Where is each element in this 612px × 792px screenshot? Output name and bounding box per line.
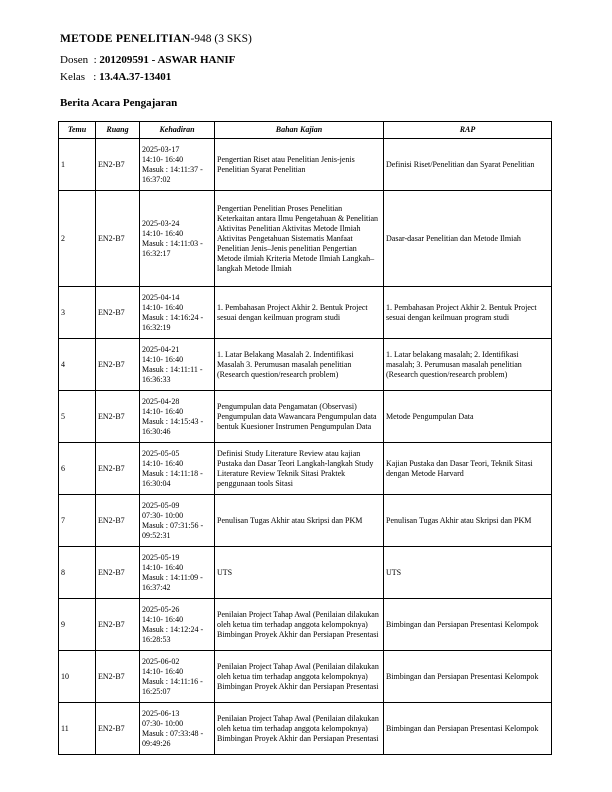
ruang-cell: EN2-B7 bbox=[96, 443, 140, 495]
temu-cell: 4 bbox=[59, 339, 96, 391]
table-row bbox=[59, 495, 552, 547]
header-ruang: Ruang bbox=[96, 122, 140, 139]
ruang-cell: EN2-B7 bbox=[96, 139, 140, 191]
table-row bbox=[59, 599, 552, 651]
kelas-value: 13.4A.37-13401 bbox=[99, 71, 172, 83]
bahan-kajian-cell: 1. Latar Belakang Masalah 2. Indentifikasi Masalah 3. Perumusan masalah penelitian (Research question/research problem) bbox=[215, 339, 384, 391]
temu-cell: 1 bbox=[59, 139, 96, 191]
ruang-cell: EN2-B7 bbox=[96, 495, 140, 547]
course-name: METODE PENELITIAN bbox=[60, 33, 191, 45]
bahan-kajian-cell: Penilaian Project Tahap Awal (Penilaian dilakukan oleh ketua tim terhadap anggota kelompoknya) Bimbingan Proyek Akhir dan Persiapan Presentasi bbox=[215, 651, 384, 703]
temu-cell: 2 bbox=[59, 191, 96, 287]
ruang-cell: EN2-B7 bbox=[96, 651, 140, 703]
kehadiran-cell: 2025-06-13 07:30- 10:00 Masuk : 07:33:48 - 09:49:26 bbox=[140, 703, 215, 755]
header-bahan-kajian: Bahan Kajian bbox=[215, 122, 384, 139]
header-rap: RAP bbox=[384, 122, 552, 139]
table-header-row bbox=[59, 122, 552, 139]
temu-cell: 10 bbox=[59, 651, 96, 703]
kelas-label: Kelas bbox=[60, 71, 86, 83]
bahan-kajian-cell: Penilaian Project Tahap Awal (Penilaian dilakukan oleh ketua tim terhadap anggota kelompoknya) Bimbingan Proyek Akhir dan Persiapan Presentasi bbox=[215, 703, 384, 755]
table-row bbox=[59, 651, 552, 703]
kehadiran-cell: 2025-03-17 14:10- 16:40 Masuk : 14:11:37 - 16:37:02 bbox=[140, 139, 215, 191]
kehadiran-cell: 2025-05-19 14:10- 16:40 Masuk : 14:11:09 - 16:37:42 bbox=[140, 547, 215, 599]
temu-cell: 5 bbox=[59, 391, 96, 443]
kehadiran-cell: 2025-04-14 14:10- 16:40 Masuk : 14:16:24 - 16:32:19 bbox=[140, 287, 215, 339]
temu-cell: 11 bbox=[59, 703, 96, 755]
kehadiran-cell: 2025-05-05 14:10- 16:40 Masuk : 14:11:18 - 16:30:04 bbox=[140, 443, 215, 495]
rap-cell: UTS bbox=[384, 547, 552, 599]
bahan-kajian-cell: 1. Pembahasan Project Akhir 2. Bentuk Project sesuai dengan keilmuan program studi bbox=[215, 287, 384, 339]
course-code-sks: -948 (3 SKS) bbox=[190, 33, 252, 45]
bahan-kajian-cell: Definisi Study Literature Review atau kajian Pustaka dan Dasar Teori Langkah-langkah Study Literature Review Teknik Sitasi Praktek penggunaan tools Sitasi bbox=[215, 443, 384, 495]
rap-cell: Dasar-dasar Penelitian dan Metode Ilmiah bbox=[384, 191, 552, 287]
temu-cell: 9 bbox=[59, 599, 96, 651]
rap-cell: Metode Pengumpulan Data bbox=[384, 391, 552, 443]
bahan-kajian-cell: Pengertian Penelitian Proses Penelitian Keterkaitan antara Ilmu Pengetahuan & Penelitian Aktivitas Penelitian Aktivitas Metode Ilmiah Aktivitas Pengetahuan Sistematis Manfaat Penelitian Jenis–Jenis penelitian Pengertian Metode ilmiah Kriteria Metode Ilmiah Langkah–langkah Metode Ilmiah bbox=[215, 191, 384, 287]
table-row bbox=[59, 703, 552, 755]
table-row bbox=[59, 391, 552, 443]
temu-cell: 8 bbox=[59, 547, 96, 599]
dosen-line: Dosen : 201209591 - ASWAR HANIF bbox=[60, 54, 236, 66]
rap-cell: 1. Latar belakang masalah; 2. Identifikasi masalah; 3. Perumusan masalah penelitian (Research question/research problem) bbox=[384, 339, 552, 391]
header-temu: Temu bbox=[59, 122, 96, 139]
temu-cell: 7 bbox=[59, 495, 96, 547]
bahan-kajian-cell: Penilaian Project Tahap Awal (Penilaian dilakukan oleh ketua tim terhadap anggota kelompoknya) Bimbingan Proyek Akhir dan Persiapan Presentasi bbox=[215, 599, 384, 651]
bahan-kajian-cell: Pengertian Riset atau Penelitian Jenis-jenis Penelitian Syarat Penelitian bbox=[215, 139, 384, 191]
rap-cell: Bimbingan dan Persiapan Presentasi Kelompok bbox=[384, 651, 552, 703]
ruang-cell: EN2-B7 bbox=[96, 391, 140, 443]
berita-acara-table bbox=[58, 121, 552, 755]
section-title: Berita Acara Pengajaran bbox=[60, 97, 178, 109]
course-title bbox=[60, 33, 252, 45]
header-kehadiran: Kehadiran bbox=[140, 122, 215, 139]
kehadiran-cell: 2025-04-21 14:10- 16:40 Masuk : 14:11:11 - 16:36:33 bbox=[140, 339, 215, 391]
rap-cell: Kajian Pustaka dan Dasar Teori, Teknik Sitasi dengan Metode Harvard bbox=[384, 443, 552, 495]
kehadiran-cell: 2025-04-28 14:10- 16:40 Masuk : 14:15:43 - 16:30:46 bbox=[140, 391, 215, 443]
temu-cell: 6 bbox=[59, 443, 96, 495]
table-row bbox=[59, 547, 552, 599]
temu-cell: 3 bbox=[59, 287, 96, 339]
ruang-cell: EN2-B7 bbox=[96, 287, 140, 339]
dosen-label: Dosen bbox=[60, 54, 89, 66]
bahan-kajian-cell: UTS bbox=[215, 547, 384, 599]
rap-cell: Bimbingan dan Persiapan Presentasi Kelompok bbox=[384, 599, 552, 651]
kelas-line: Kelas : 13.4A.37-13401 bbox=[60, 71, 172, 83]
kehadiran-cell: 2025-03-24 14:10- 16:40 Masuk : 14:11:03 - 16:32:17 bbox=[140, 191, 215, 287]
ruang-cell: EN2-B7 bbox=[96, 703, 140, 755]
kehadiran-cell: 2025-06-02 14:10- 16:40 Masuk : 14:11:16 - 16:25:07 bbox=[140, 651, 215, 703]
bahan-kajian-cell: Penulisan Tugas Akhir atau Skripsi dan PKM bbox=[215, 495, 384, 547]
ruang-cell: EN2-B7 bbox=[96, 339, 140, 391]
rap-cell: 1. Pembahasan Project Akhir 2. Bentuk Project sesuai dengan keilmuan program studi bbox=[384, 287, 552, 339]
kehadiran-cell: 2025-05-09 07:30- 10:00 Masuk : 07:31:56 - 09:52:31 bbox=[140, 495, 215, 547]
ruang-cell: EN2-B7 bbox=[96, 599, 140, 651]
table-row bbox=[59, 287, 552, 339]
rap-cell: Bimbingan dan Persiapan Presentasi Kelompok bbox=[384, 703, 552, 755]
table-row bbox=[59, 443, 552, 495]
rap-cell: Definisi Riset/Penelitian dan Syarat Penelitian bbox=[384, 139, 552, 191]
table-row bbox=[59, 339, 552, 391]
dosen-value: 201209591 - ASWAR HANIF bbox=[99, 54, 236, 66]
table-row bbox=[59, 139, 552, 191]
ruang-cell: EN2-B7 bbox=[96, 191, 140, 287]
kehadiran-cell: 2025-05-26 14:10- 16:40 Masuk : 14:12:24 - 16:28:53 bbox=[140, 599, 215, 651]
ruang-cell: EN2-B7 bbox=[96, 547, 140, 599]
bahan-kajian-cell: Pengumpulan data Pengamatan (Observasi) Pengumpulan data Wawancara Pengumpulan data bentuk Kuesioner Instrumen Pengumpulan Data bbox=[215, 391, 384, 443]
table-row bbox=[59, 191, 552, 287]
rap-cell: Penulisan Tugas Akhir atau Skripsi dan PKM bbox=[384, 495, 552, 547]
